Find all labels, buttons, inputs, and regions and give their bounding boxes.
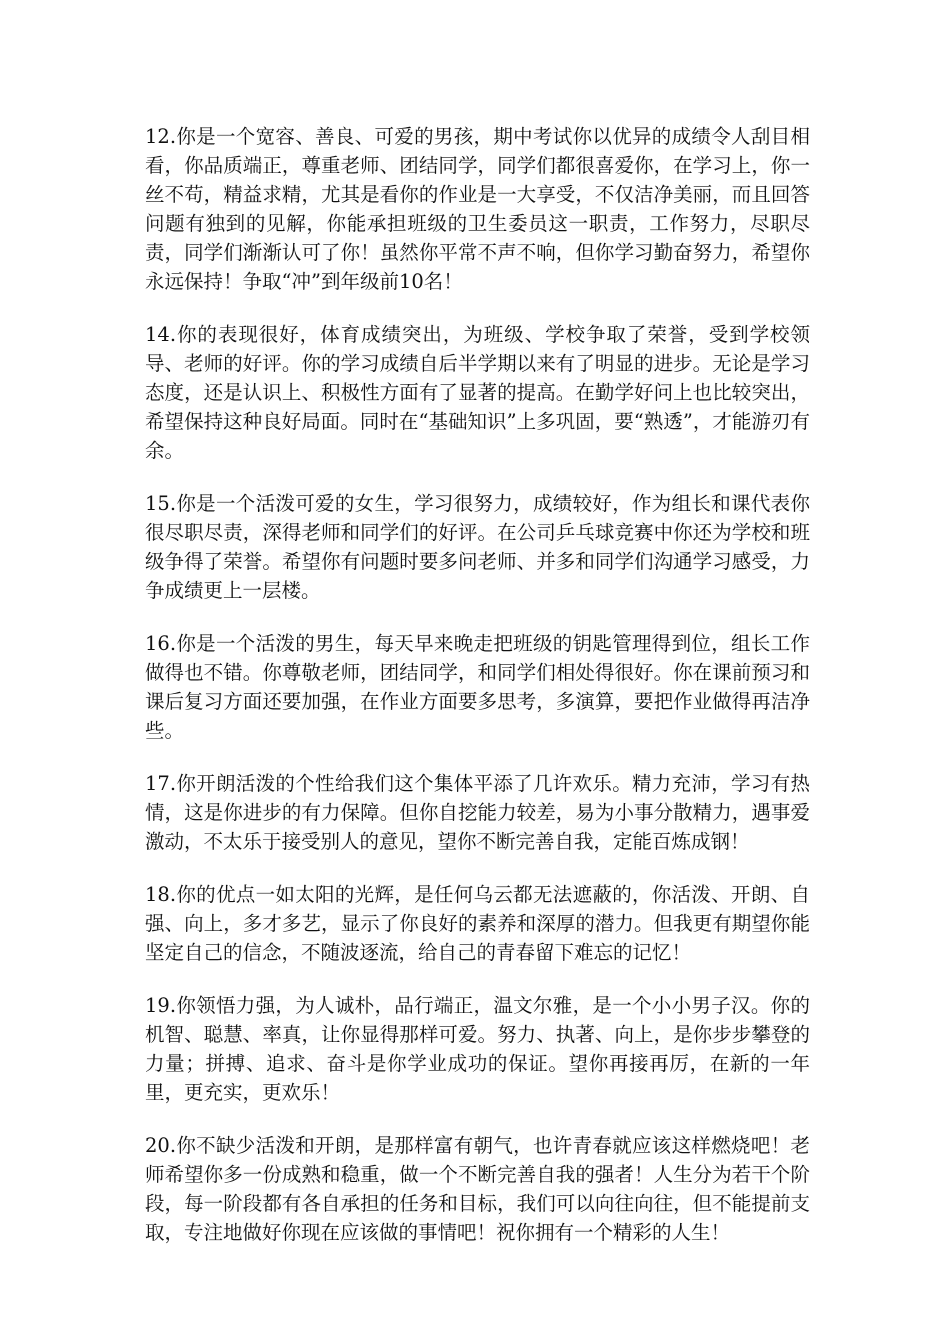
comment-paragraph-17: 17.你开朗活泼的个性给我们这个集体平添了几许欢乐。精力充沛，学习有热情，这是你进步的有力保障。但你自挖能力较差，易为小事分散精力，遇事爱激动，不太乐于接受别人的意见，望你不断完善自我，定能百炼成钢！ bbox=[145, 772, 810, 853]
comment-paragraph-16: 16.你是一个活泼的男生，每天早来晚走把班级的钥匙管理得到位，组长工作做得也不错。你尊敬老师，团结同学，和同学们相处得很好。你在课前预习和课后复习方面还要加强，在作业方面要多思考，多演算，要把作业做得再洁净些。 bbox=[145, 632, 810, 742]
comment-paragraph-15: 15.你是一个活泼可爱的女生，学习很努力，成绩较好，作为组长和课代表你很尽职尽责，深得老师和同学们的好评。在公司乒乓球竞赛中你还为学校和班级争得了荣誉。希望你有问题时要多问老师、并多和同学们沟通学习感受，力争成绩更上一层楼。 bbox=[145, 492, 810, 602]
comment-paragraph-18: 18.你的优点一如太阳的光辉，是任何乌云都无法遮蔽的，你活泼、开朗、自强、向上，多才多艺，显示了你良好的素养和深厚的潜力。但我更有期望你能坚定自己的信念，不随波逐流，给自己的青春留下难忘的记忆！ bbox=[145, 883, 810, 964]
document-page bbox=[145, 122, 810, 1271]
comment-paragraph-14: 14.你的表现很好，体育成绩突出，为班级、学校争取了荣誉，受到学校领导、老师的好评。你的学习成绩自后半学期以来有了明显的进步。无论是学习态度，还是认识上、积极性方面有了显著的提高。在勤学好问上也比较突出，希望保持这种良好局面。同时在“基础知识”上多巩固，要“熟透”，才能游刃有余。 bbox=[145, 323, 810, 462]
comment-paragraph-12: 12.你是一个宽容、善良、可爱的男孩，期中考试你以优异的成绩令人刮目相看，你品质端正，尊重老师、团结同学，同学们都很喜爱你，在学习上，你一丝不苟，精益求精，尤其是看你的作业是一大享受，不仅洁净美丽，而且回答问题有独到的见解，你能承担班级的卫生委员这一职责，工作努力，尽职尽责，同学们渐渐认可了你！虽然你平常不声不响，但你学习勤奋努力，希望你永远保持！争取“冲”到年级前10名！ bbox=[145, 125, 810, 293]
comment-paragraph-19: 19.你领悟力强，为人诚朴，品行端正，温文尔雅，是一个小小男子汉。你的机智、聪慧、率真，让你显得那样可爱。努力、执著、向上，是你步步攀登的力量；拼搏、追求、奋斗是你学业成功的保证。望你再接再厉，在新的一年里，更充实，更欢乐！ bbox=[145, 994, 810, 1104]
comment-paragraph-20: 20.你不缺少活泼和开朗，是那样富有朝气，也许青春就应该这样燃烧吧！老师希望你多一份成熟和稳重，做一个不断完善自我的强者！人生分为若干个阶段，每一阶段都有各自承担的任务和目标，我们可以向往向往，但不能提前支取，专注地做好你现在应该做的事情吧！祝你拥有一个精彩的人生！ bbox=[145, 1134, 810, 1244]
